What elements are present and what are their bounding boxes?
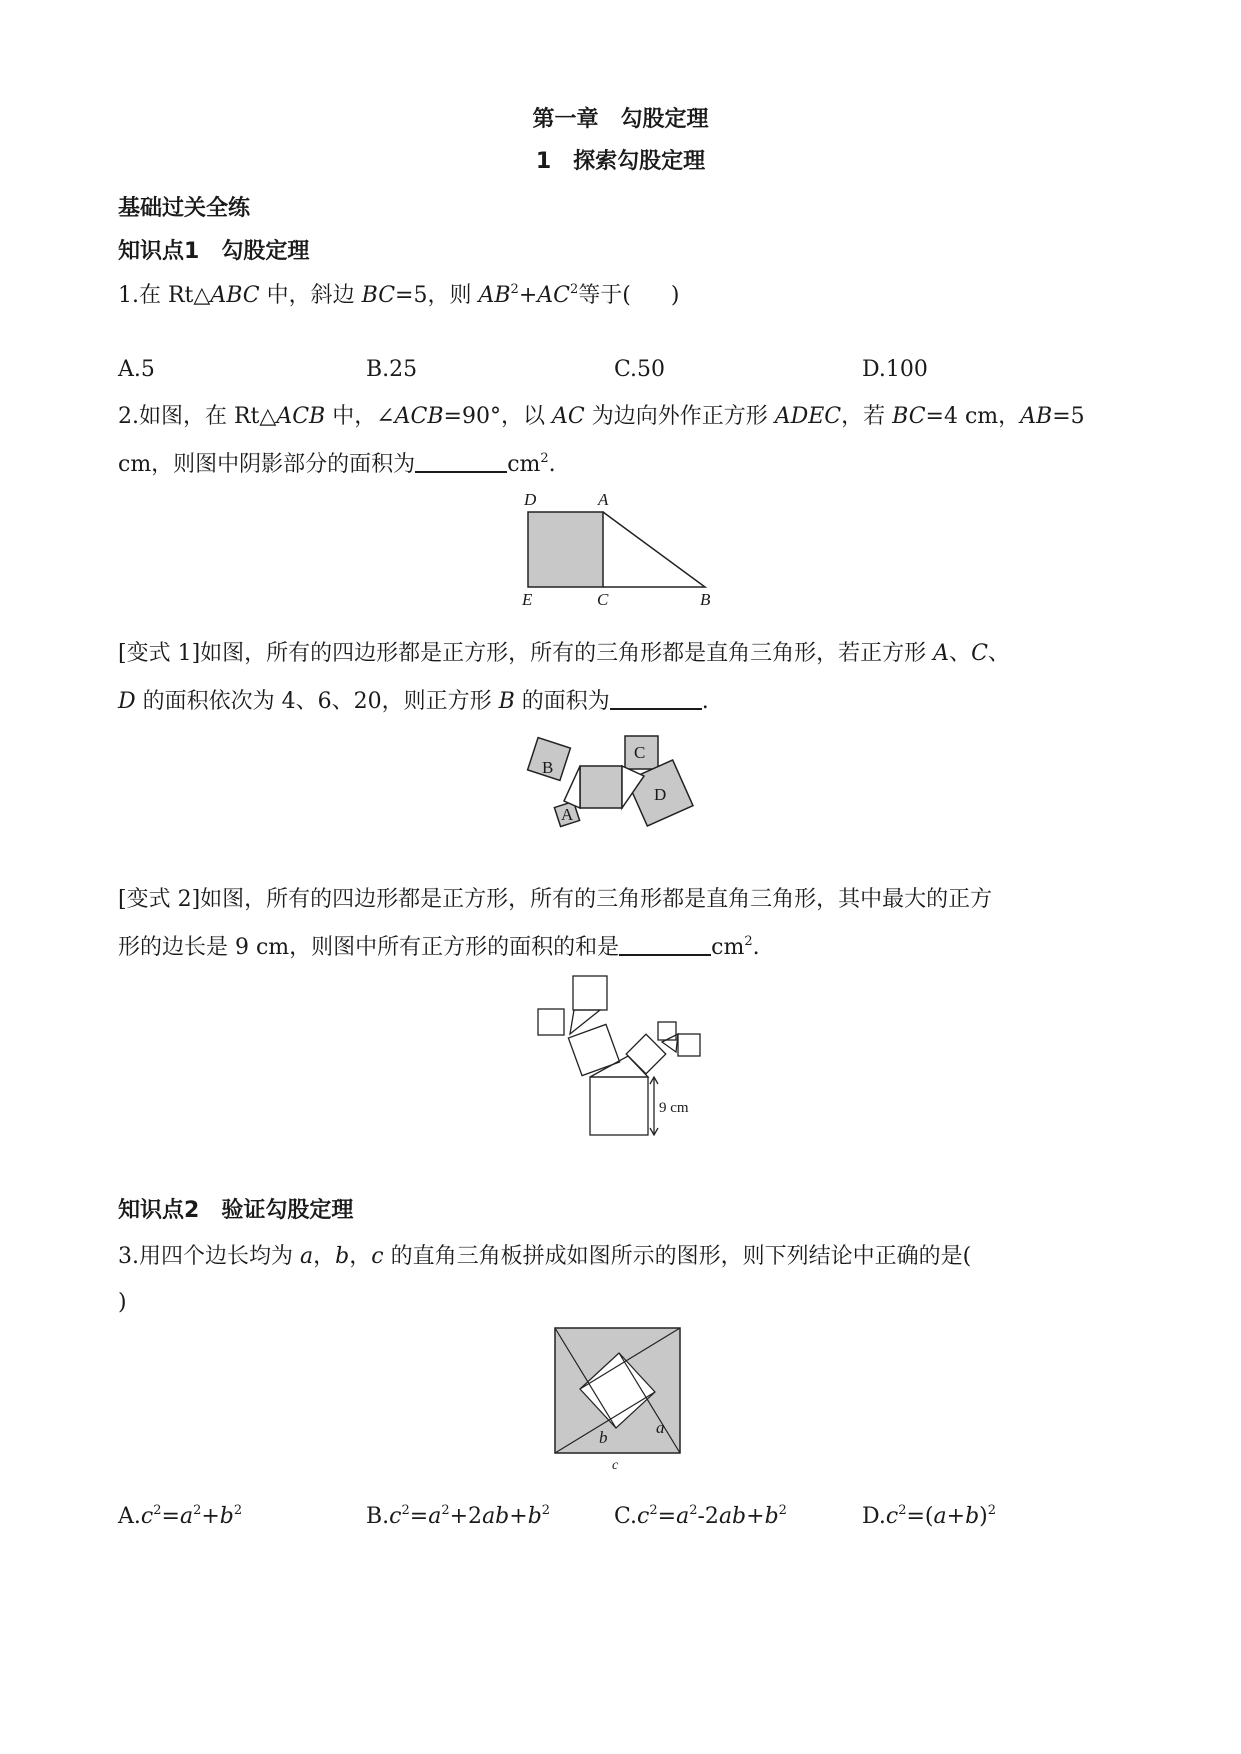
formula-sup: 2	[649, 1503, 658, 1518]
square-center	[580, 766, 622, 808]
question-1	[118, 281, 679, 311]
q-text: 如图，在 Rt△	[139, 404, 277, 429]
formula-part: a	[933, 1504, 947, 1529]
q-text: cm	[507, 452, 541, 477]
option-letter: A.	[118, 1504, 141, 1529]
formula-part: +	[946, 1504, 966, 1529]
q-text: cm	[711, 935, 745, 960]
q-text: =5，则	[395, 283, 479, 308]
formula-part: =	[161, 1504, 180, 1529]
kp-label: 知识点2	[118, 1198, 200, 1223]
q-text: 等于(	[578, 283, 631, 308]
q3-option-d	[862, 1502, 996, 1532]
option-letter: B.	[366, 1504, 390, 1529]
formula-sup: 2	[898, 1503, 907, 1518]
knowledge-point-1	[118, 237, 309, 267]
q-var: ABC	[210, 283, 260, 308]
q-var: ACB	[276, 404, 326, 429]
formula-part: c	[885, 1504, 899, 1529]
q-sup: 2	[744, 934, 753, 949]
label-a: A	[561, 805, 574, 824]
q-var: B	[498, 689, 515, 714]
triangle-left	[564, 766, 580, 808]
option-letter: C.	[614, 1504, 638, 1529]
formula-sup: 2	[541, 1503, 551, 1518]
q-text: =4 cm，	[925, 404, 1021, 429]
question-2-line-1	[118, 402, 1085, 432]
formula-part: b	[527, 1504, 542, 1529]
formula-part: c	[637, 1504, 650, 1529]
knowledge-point-2	[118, 1196, 353, 1226]
q-text: 的面积依次为 4、6、20，则正方形	[135, 689, 499, 714]
q-var: AB	[478, 283, 511, 308]
q3-option-a	[118, 1502, 242, 1532]
q-text: .	[548, 452, 556, 477]
q-var: A	[933, 641, 950, 666]
label-c: C	[634, 743, 646, 762]
q-var: a	[300, 1244, 314, 1269]
q-text: 的面积为	[514, 689, 610, 714]
q-text: 为边向外作正方形	[584, 404, 775, 429]
q-number: 1.	[118, 283, 139, 308]
formula-sup: 2	[153, 1503, 162, 1518]
label-c: c	[612, 1458, 619, 1473]
q-var: AC	[551, 404, 585, 429]
q-text: .	[752, 935, 760, 960]
q3-option-b	[366, 1502, 550, 1532]
square-left-mid	[568, 1024, 619, 1075]
option-letter: D.	[862, 1504, 886, 1529]
label-a: A	[598, 490, 609, 509]
q-var: D	[118, 689, 136, 714]
formula-part: a	[179, 1504, 194, 1529]
kp-title: 勾股定理	[221, 239, 310, 264]
label-e: E	[522, 590, 533, 609]
q-text: 中，∠	[325, 404, 395, 429]
formula-part: =(	[906, 1504, 934, 1529]
q-text: .	[701, 689, 709, 714]
triangle-acb	[603, 512, 705, 587]
formula-sup: 2	[689, 1503, 698, 1518]
section-title: 1 探索勾股定理	[535, 149, 706, 174]
variant-2-line-2	[118, 933, 760, 963]
question-3-line-2: )	[118, 1290, 127, 1315]
formula-part: b	[764, 1504, 779, 1529]
square-right-a	[658, 1022, 676, 1040]
answer-blank[interactable]	[610, 688, 702, 710]
variant-1-line-2	[118, 687, 709, 717]
q1-option-b: B.25	[366, 357, 418, 382]
formula-part: ab	[482, 1504, 510, 1529]
formula-part: +	[509, 1504, 528, 1529]
q-text: 用四个边长均为	[139, 1244, 300, 1269]
figure-pythagoras-tree	[530, 972, 730, 1152]
q-text: 、	[949, 641, 972, 666]
formula-sup: 2	[778, 1503, 787, 1518]
formula-part: a	[428, 1504, 442, 1529]
q-var: ACB	[394, 404, 444, 429]
q3-option-c	[614, 1502, 787, 1532]
q-number: 3.	[118, 1244, 139, 1269]
q-var: C	[971, 641, 988, 666]
formula-part: +	[746, 1504, 765, 1529]
formula-sup: 2	[441, 1503, 450, 1518]
formula-part: ab	[718, 1504, 747, 1529]
q-sup: 2	[510, 282, 519, 297]
square-top-a	[573, 976, 607, 1010]
formula-part: c	[140, 1504, 154, 1529]
figure-squares-abcd	[520, 728, 720, 838]
formula-part: +2	[449, 1504, 483, 1529]
shaded-square	[528, 512, 603, 587]
square-large	[590, 1077, 648, 1135]
formula-part: b	[965, 1504, 980, 1529]
question-2-line-2	[118, 450, 556, 480]
formula-sup: 2	[987, 1503, 997, 1518]
q-var: BC	[892, 404, 926, 429]
figure-square-triangle	[510, 488, 730, 608]
q-text: [变式 1]如图，所有的四边形都是正方形，所有的三角形都是直角三角形，若正方形	[118, 641, 934, 666]
q-var: AB	[1020, 404, 1053, 429]
q-text: 在 Rt△	[139, 283, 211, 308]
q-text: ，	[313, 1244, 336, 1269]
q-text: )	[670, 283, 680, 308]
formula-part: +	[201, 1504, 220, 1529]
question-3-line-1	[118, 1242, 971, 1272]
q-var: c	[371, 1244, 384, 1269]
q-var: b	[335, 1244, 350, 1269]
formula-part: a	[676, 1504, 690, 1529]
label-d: D	[524, 490, 537, 509]
chapter-title: 第一章 勾股定理	[532, 107, 709, 132]
q1-option-a: A.5	[118, 357, 155, 382]
label-b: B	[700, 590, 711, 609]
q-var: BC	[361, 283, 396, 308]
figure-four-triangles	[552, 1325, 692, 1473]
q-text: cm，则图中阴影部分的面积为	[118, 452, 416, 477]
triangle-left-top	[570, 1010, 600, 1034]
q-text: ，若	[841, 404, 893, 429]
q-text: =90°，以	[443, 404, 552, 429]
q1-option-c: C.50	[614, 357, 666, 382]
label-d: D	[654, 785, 667, 804]
formula-sup: 2	[233, 1503, 243, 1518]
formula-sup: 2	[193, 1503, 202, 1518]
answer-blank[interactable]	[415, 451, 507, 473]
q-text: 形的边长是 9 cm，则图中所有正方形的面积的和是	[118, 935, 620, 960]
dimension-label: 9 cm	[659, 1100, 689, 1116]
formula-part: -2	[697, 1504, 719, 1529]
q1-option-d: D.100	[862, 357, 928, 382]
variant-1-line-1	[118, 639, 1010, 669]
q-text: ，	[349, 1244, 372, 1269]
formula-part: =	[657, 1504, 677, 1529]
kp-label: 知识点1	[118, 239, 200, 264]
label-c: C	[597, 590, 609, 609]
formula-sup: 2	[401, 1503, 410, 1518]
variant-2-line-1: [变式 2]如图，所有的四边形都是正方形，所有的三角形都是直角三角形，其中最大的正方	[118, 887, 993, 912]
q-var: AC	[537, 283, 570, 308]
square-top-b	[538, 1009, 564, 1035]
q-text: 的直角三角板拼成如图所示的图形，则下列结论中正确的是(	[383, 1244, 972, 1269]
formula-part: b	[219, 1504, 234, 1529]
label-a: a	[656, 1418, 665, 1437]
q-var: ADEC	[774, 404, 842, 429]
q-text: +	[518, 283, 538, 308]
formula-part: c	[389, 1504, 402, 1529]
q-sup: 2	[540, 451, 549, 466]
label-b: B	[542, 758, 554, 777]
label-b: b	[599, 1428, 608, 1447]
formula-part: =	[409, 1504, 429, 1529]
square-right-b	[678, 1034, 700, 1056]
q-number: 2.	[118, 404, 139, 429]
q-text: 中，斜边	[259, 283, 362, 308]
practice-title: 基础过关全练	[118, 196, 251, 221]
answer-blank[interactable]	[619, 934, 711, 956]
kp-title: 验证勾股定理	[221, 1198, 354, 1223]
q-text: 、	[987, 641, 1010, 666]
q-sup: 2	[570, 282, 579, 297]
formula-part: )	[979, 1504, 988, 1529]
q-text: =5	[1052, 404, 1085, 429]
